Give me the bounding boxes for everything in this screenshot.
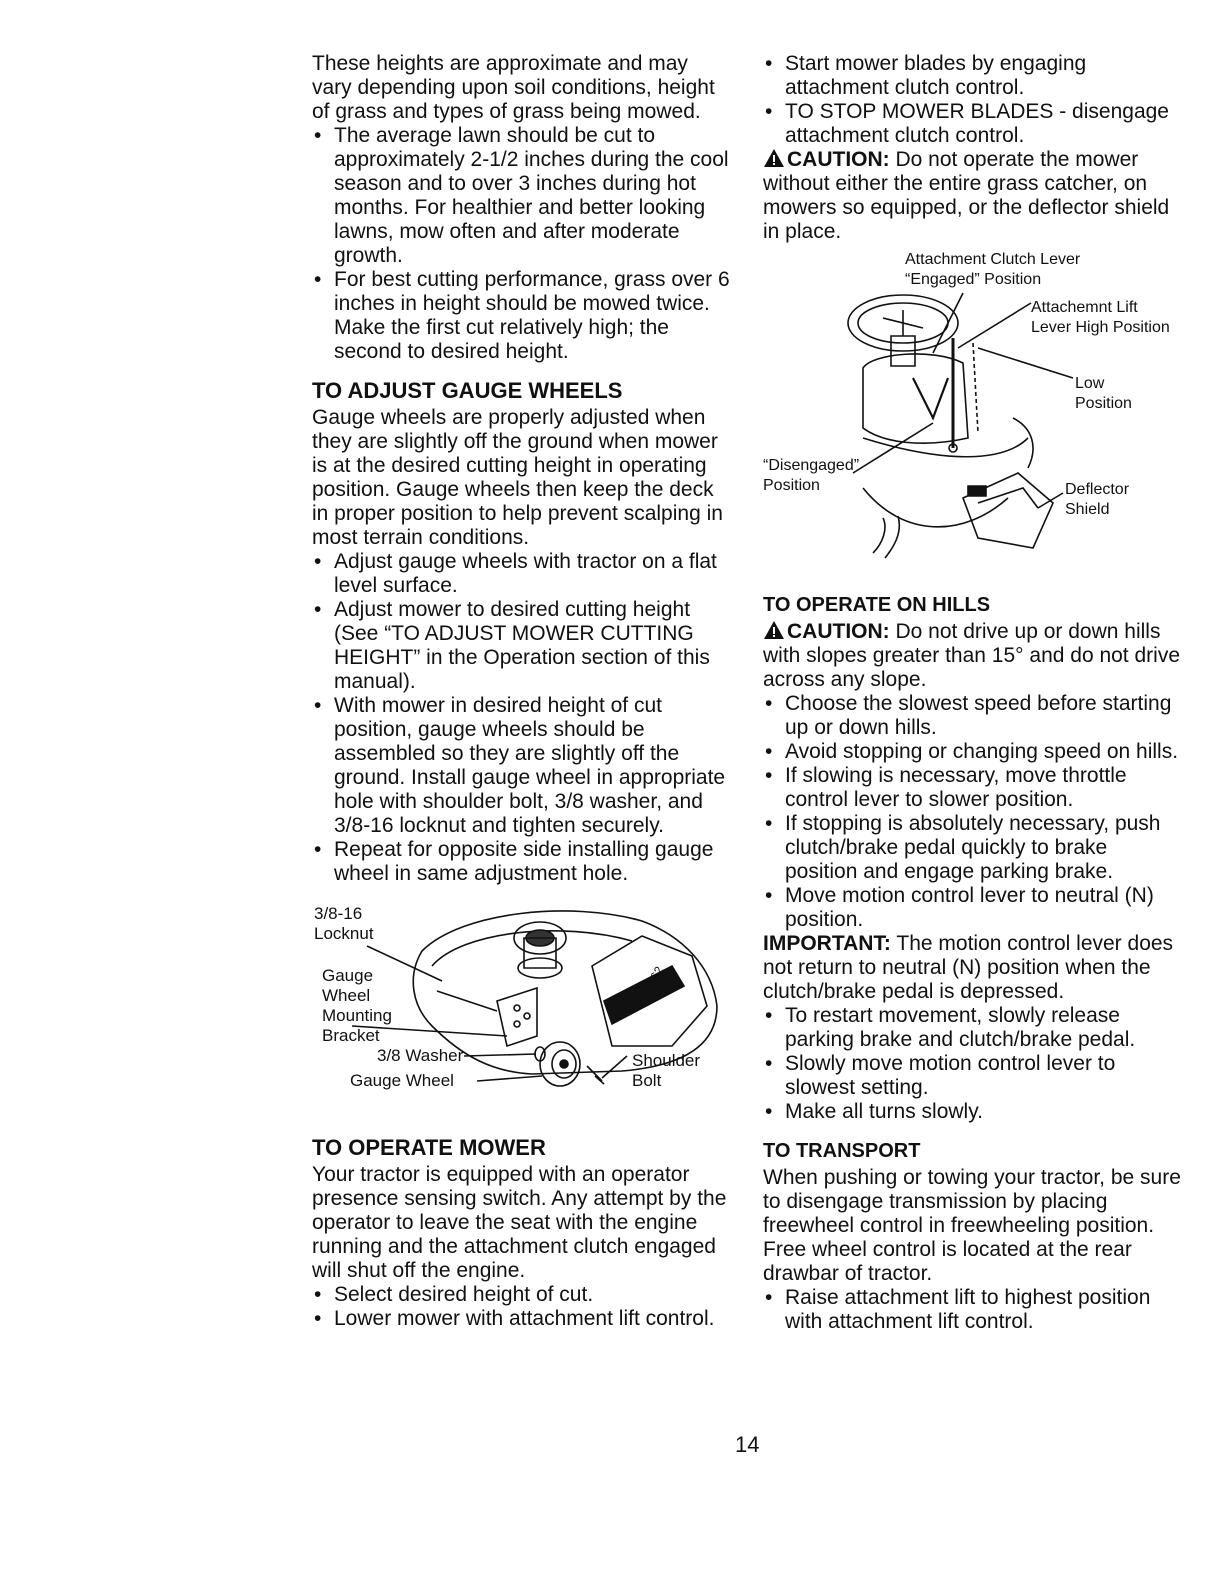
hills-heading: TO OPERATE ON HILLS (763, 594, 991, 616)
list-item: • Start mower blades by engaging attachment clutch control. (763, 52, 1183, 100)
list-item: • Select desired height of cut. (312, 1283, 732, 1307)
warning-triangle-icon (763, 148, 785, 168)
transport-bullet-list (763, 1286, 1183, 1334)
lift-high-position-label: Attachemnt Lift Lever High Position (1031, 299, 1170, 336)
bracket-label: Gauge Wheel Mounting Bracket (322, 966, 392, 1045)
gauge-wheels-paragraph: Gauge wheels are properly adjusted when they are slightly off the ground when mower is at the desired cutting height in operating position. Gauge wheels then keep the deck in proper position to help prevent scalping in most terrain conditions. (312, 406, 723, 549)
list-item: • Lower mower with attachment lift control. (312, 1307, 732, 1331)
list-item: • Choose the slowest speed before starting up or down hills. (763, 692, 1183, 740)
washer-label: 3/8 Washer (377, 1046, 464, 1065)
gauge-wheels-heading: TO ADJUST GAUGE WHEELS (312, 378, 623, 403)
page-number: 14 (735, 1432, 760, 1457)
list-item: • TO STOP MOWER BLADES - disengage attachment clutch control. (763, 100, 1183, 148)
hills-bullet-list (763, 692, 1183, 932)
right-column (763, 52, 1183, 1334)
list-item: • Adjust mower to desired cutting height (See “TO ADJUST MOWER CUTTING HEIGHT” in the Operation section of this manual). (312, 598, 732, 694)
caution-deflector (763, 148, 1183, 244)
warning-triangle-icon (763, 620, 785, 640)
caution-text: Do not drive up or down hills with slopes greater than 15° and do not drive across any slope. (763, 620, 1180, 691)
operate-mower-bullet-list (312, 1283, 732, 1331)
caution-label: CAUTION: (787, 148, 890, 171)
intro-bullet-list (312, 124, 732, 364)
list-item: • Raise attachment lift to highest position with attachment lift control. (763, 1286, 1183, 1334)
intro-paragraph: These heights are approximate and may vary depending upon soil conditions, height of grass and types of grass being mowed. (312, 52, 715, 123)
disengaged-position-label: “Disengaged” Position (763, 457, 860, 494)
blade-bullet-list (763, 52, 1183, 148)
caution-hills (763, 620, 1183, 692)
operate-mower-heading: TO OPERATE MOWER (312, 1135, 546, 1160)
restart-bullet-list (763, 1004, 1183, 1124)
list-item: • With mower in desired height of cut position, gauge wheels should be assembled so they are slightly off the ground. Install gauge wheel in appropriate hole with shoulder bolt, 3/8 washer, and 3/8-16 locknut and tighten securely. (312, 694, 732, 838)
attachment-lever-figure (763, 248, 1183, 578)
transport-heading: TO TRANSPORT (763, 1140, 921, 1162)
list-item: • If slowing is necessary, move throttle control lever to slower position. (763, 764, 1183, 812)
important-note (763, 932, 1183, 1004)
list-item: • Make all turns slowly. (763, 1100, 1183, 1124)
important-text: The motion control lever does not return to neutral (N) position when the clutch/brake pedal is depressed. (763, 932, 1174, 1003)
svg-text:62: 62 (647, 963, 667, 983)
deflector-shield-label: Deflector Shield (1065, 481, 1130, 518)
list-item: • Adjust gauge wheels with tractor on a flat level surface. (312, 550, 732, 598)
engaged-position-label: Attachment Clutch Lever “Engaged” Position (905, 251, 1081, 288)
gauge-wheels-bullet-list (312, 550, 732, 886)
list-item: • To restart movement, slowly release parking brake and clutch/brake pedal. (763, 1004, 1183, 1052)
list-item: • If stopping is absolutely necessary, push clutch/brake pedal quickly to brake position and engage parking brake. (763, 812, 1183, 884)
shoulder-bolt-label: Shoulder Bolt (632, 1051, 701, 1090)
important-label: IMPORTANT: (763, 932, 891, 955)
caution-label: CAUTION: (787, 620, 890, 643)
list-item: • For best cutting performance, grass over 6 inches in height should be mowed twice. Make the first cut relatively high; the second to desired height. (312, 268, 732, 364)
list-item: • Move motion control lever to neutral (N) position. (763, 884, 1183, 932)
list-item: • Repeat for opposite side installing gauge wheel in same adjustment hole. (312, 838, 732, 886)
locknut-label: 3/8-16 Locknut (314, 904, 374, 943)
caution-text: Do not operate the mower without either the entire grass catcher, on mowers so equipped, or the deflector shield in place. (763, 148, 1170, 243)
list-item: • Avoid stopping or changing speed on hills. (763, 740, 1183, 764)
gauge-wheel-figure (312, 896, 732, 1121)
left-column (312, 52, 732, 1331)
gauge-wheel-label: Gauge Wheel (350, 1071, 454, 1090)
operate-mower-paragraph: Your tractor is equipped with an operator presence sensing switch. Any attempt by the operator to leave the seat with the engine running and the attachment clutch engaged will shut off the engine. (312, 1163, 727, 1282)
list-item: • The average lawn should be cut to approximately 2-1/2 inches during the cool season and to over 3 inches during hot months. For healthier and better looking lawns, mow often and after moderate growth. (312, 124, 732, 268)
transport-paragraph: When pushing or towing your tractor, be sure to disengage transmission by placing freewheel control in freewheeling position. Free wheel control is located at the rear drawbar of tractor. (763, 1166, 1181, 1285)
low-position-label: Low Position (1075, 375, 1132, 412)
list-item: • Slowly move motion control lever to slowest setting. (763, 1052, 1183, 1100)
